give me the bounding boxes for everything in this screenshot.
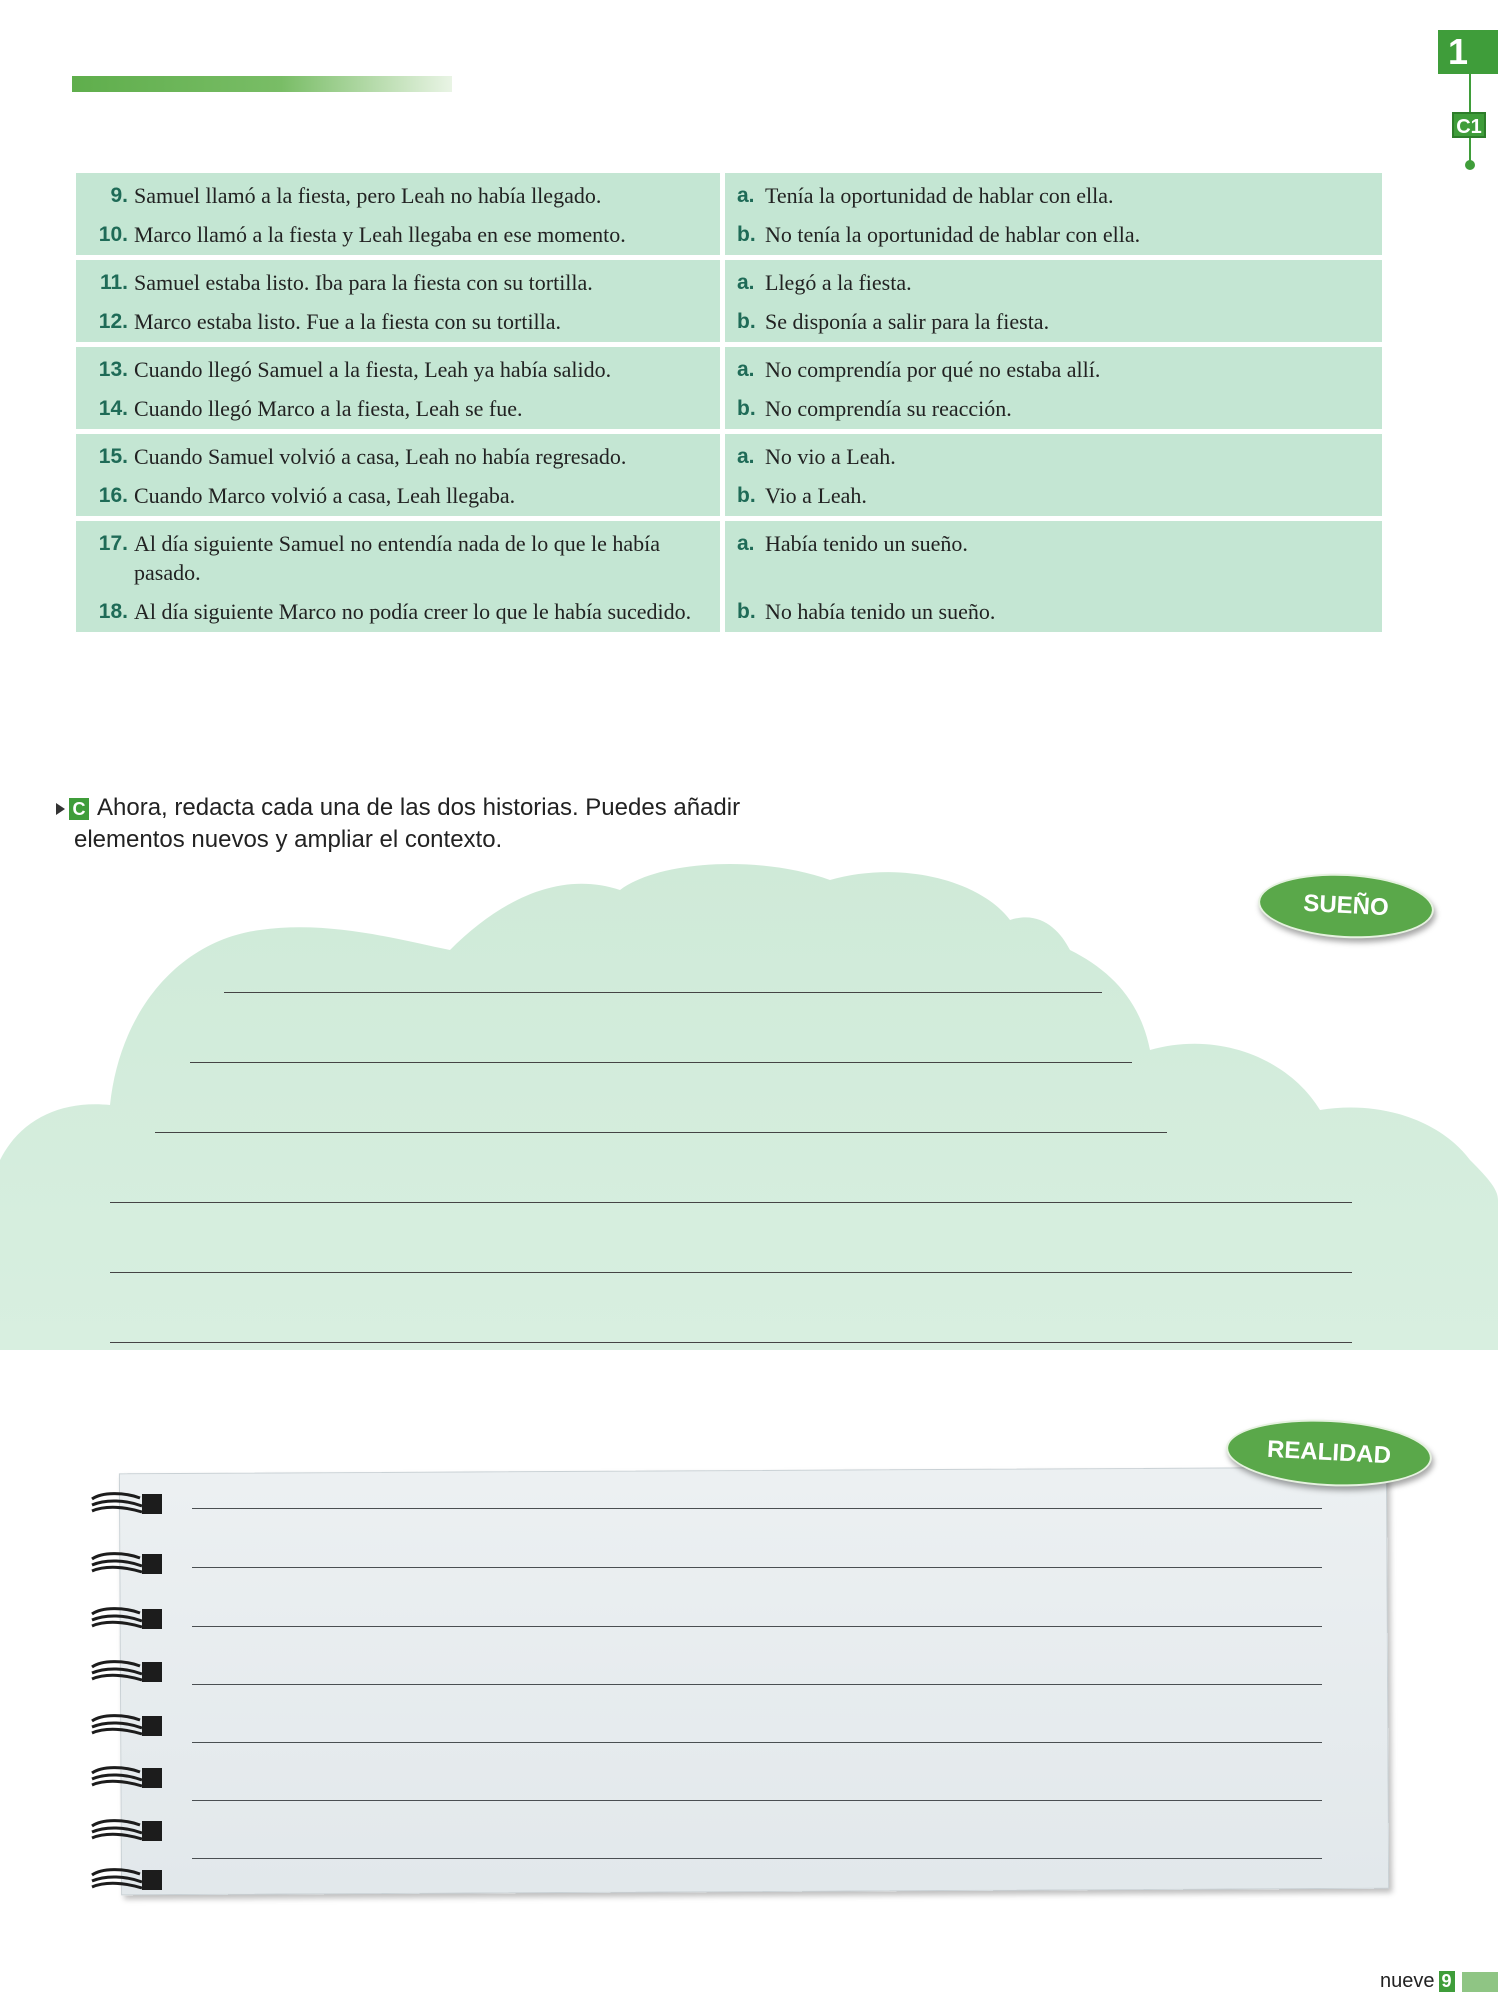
dream-cloud — [0, 860, 1498, 1350]
page-number: 9 — [1439, 1971, 1455, 1992]
notebook-writing-line[interactable] — [192, 1858, 1322, 1859]
statements-cell — [76, 521, 720, 632]
statements-cell — [76, 347, 720, 429]
writing-line[interactable] — [110, 1342, 1352, 1343]
statement-number: 16. — [98, 484, 128, 507]
option-text: Se disponía a salir para la fiesta. — [765, 309, 1050, 334]
statement-item — [88, 481, 706, 510]
spiral-ring-icon — [88, 1866, 166, 1894]
writing-line[interactable] — [224, 992, 1102, 993]
statement-number: 17. — [98, 532, 128, 555]
option-letter: b. — [737, 223, 756, 246]
option-letter: b. — [737, 600, 756, 623]
option-letter: b. — [737, 397, 756, 420]
option-text: No había tenido un sueño. — [765, 599, 996, 624]
option-letter: b. — [737, 310, 756, 333]
statement-text: Samuel estaba listo. Iba para la fiesta con su tortilla. — [134, 270, 593, 295]
statement-number: 13. — [98, 358, 128, 381]
option-letter: a. — [737, 445, 755, 468]
option-item — [737, 220, 1368, 249]
page-footer — [1380, 1970, 1455, 1993]
footer-bar — [1462, 1972, 1498, 1992]
option-item — [737, 597, 1368, 626]
statement-number: 18. — [98, 600, 128, 623]
option-item — [737, 442, 1368, 471]
statements-cell — [76, 173, 720, 255]
writing-line[interactable] — [155, 1132, 1167, 1133]
writing-line[interactable] — [110, 1272, 1352, 1273]
statement-text: Cuando Marco volvió a casa, Leah llegaba. — [134, 483, 516, 508]
spiral-ring-icon — [88, 1550, 166, 1578]
unit-connector-dot — [1465, 160, 1475, 170]
match-row — [76, 260, 1382, 342]
spiral-ring-icon — [88, 1817, 166, 1845]
page-word: nueve — [1380, 1970, 1435, 1992]
spiral-ring-icon — [88, 1764, 166, 1792]
section-header-bar — [72, 76, 452, 92]
statement-text: Cuando Samuel volvió a casa, Leah no había regresado. — [134, 444, 627, 469]
spiral-ring-icon — [88, 1712, 166, 1740]
writing-line[interactable] — [190, 1062, 1132, 1063]
statement-number: 14. — [98, 397, 128, 420]
statement-item — [88, 307, 706, 336]
option-text: No comprendía por qué no estaba allí. — [765, 357, 1101, 382]
option-item — [737, 529, 1368, 558]
notebook-writing-line[interactable] — [192, 1567, 1322, 1568]
option-item — [737, 394, 1368, 423]
option-letter: b. — [737, 484, 756, 507]
statement-text: Cuando llegó Samuel a la fiesta, Leah ya había salido. — [134, 357, 612, 382]
statement-number: 10. — [98, 223, 128, 246]
option-text: Tenía la oportunidad de hablar con ella. — [765, 183, 1114, 208]
statement-text: Cuando llegó Marco a la fiesta, Leah se fue. — [134, 396, 523, 421]
statement-number: 11. — [99, 271, 128, 294]
statements-cell — [76, 434, 720, 516]
statement-item — [88, 442, 706, 471]
option-text: Llegó a la fiesta. — [765, 270, 912, 295]
option-text: Había tenido un sueño. — [765, 531, 968, 556]
option-text: No vio a Leah. — [765, 444, 896, 469]
notebook-writing-line[interactable] — [192, 1684, 1322, 1685]
spiral-ring-icon — [88, 1490, 166, 1518]
option-letter: a. — [737, 358, 755, 381]
options-cell — [725, 347, 1382, 429]
unit-tab: 1 — [1438, 30, 1498, 74]
options-cell — [725, 260, 1382, 342]
statement-number: 15. — [98, 445, 128, 468]
statements-cell — [76, 260, 720, 342]
notebook-writing-line[interactable] — [192, 1742, 1322, 1743]
spiral-ring-icon — [88, 1605, 166, 1633]
reality-notebook — [119, 1467, 1389, 1896]
spiral-ring-icon — [88, 1658, 166, 1686]
statement-item — [88, 529, 706, 587]
option-text: No comprendía su reacción. — [765, 396, 1012, 421]
statement-text: Al día siguiente Samuel no entendía nada de lo que le había pasado. — [134, 531, 661, 585]
matching-exercise-table — [76, 173, 1382, 637]
writing-line[interactable] — [110, 1202, 1352, 1203]
play-arrow-icon — [56, 803, 65, 815]
statement-text: Marco llamó a la fiesta y Leah llegaba en ese momento. — [134, 222, 626, 247]
notebook-writing-line[interactable] — [192, 1508, 1322, 1509]
dream-label-pill: SUEÑO — [1256, 869, 1435, 942]
option-text: Vio a Leah. — [765, 483, 867, 508]
option-item — [737, 181, 1368, 210]
reality-label-pill: REALIDAD — [1224, 1415, 1433, 1492]
options-cell — [725, 434, 1382, 516]
statement-item — [88, 355, 706, 384]
statement-text: Samuel llamó a la fiesta, pero Leah no había llegado. — [134, 183, 602, 208]
match-row — [76, 434, 1382, 516]
options-cell — [725, 521, 1382, 632]
match-row — [76, 347, 1382, 429]
statement-number: 9. — [110, 184, 128, 207]
statement-text: Marco estaba listo. Fue a la fiesta con su tortilla. — [134, 309, 562, 334]
statement-item — [88, 220, 706, 249]
statement-item — [88, 597, 706, 626]
notebook-writing-line[interactable] — [192, 1800, 1322, 1801]
notebook-writing-line[interactable] — [192, 1626, 1322, 1627]
match-row — [76, 521, 1382, 632]
statement-number: 12. — [98, 310, 128, 333]
instruction-text — [56, 792, 856, 856]
option-text: No tenía la oportunidad de hablar con ella. — [765, 222, 1141, 247]
option-item — [737, 307, 1368, 336]
option-letter: a. — [737, 271, 755, 294]
statement-item — [88, 268, 706, 297]
statement-text: Al día siguiente Marco no podía creer lo que le había sucedido. — [134, 599, 692, 624]
option-letter: a. — [737, 532, 755, 555]
option-item — [737, 355, 1368, 384]
option-item — [737, 481, 1368, 510]
statement-item — [88, 394, 706, 423]
instruction-line-1: Ahora, redacta cada una de las dos historias. Puedes añadir — [97, 794, 741, 821]
option-letter: a. — [737, 184, 755, 207]
exercise-letter-badge: C — [69, 798, 89, 820]
level-badge: C1 — [1452, 112, 1486, 138]
instruction-line-2: elementos nuevos y ampliar el contexto. — [74, 826, 503, 853]
statement-item — [88, 181, 706, 210]
option-item — [737, 268, 1368, 297]
match-row — [76, 173, 1382, 255]
options-cell — [725, 173, 1382, 255]
